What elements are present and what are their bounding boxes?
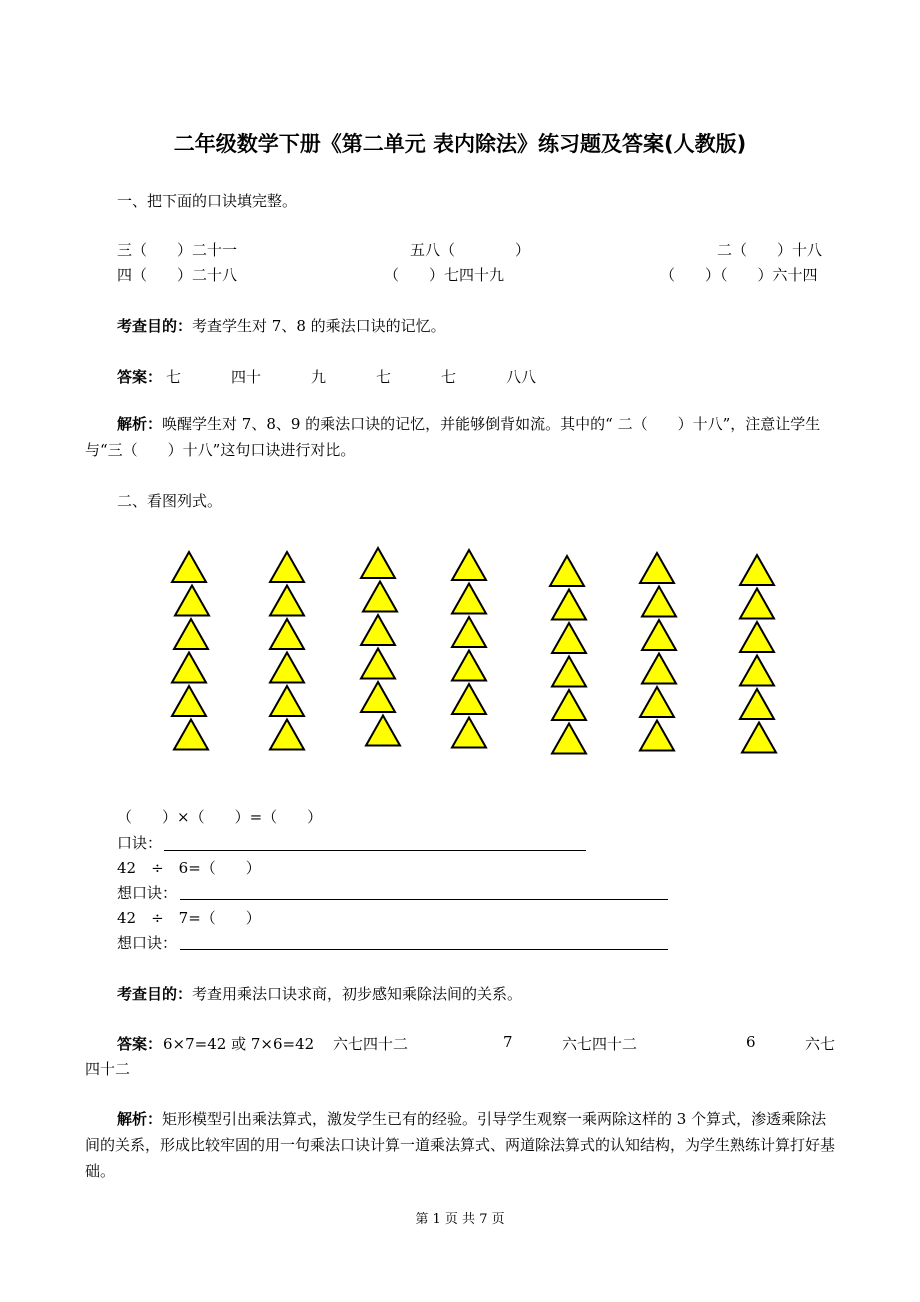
q2-answer-5: 6 — [746, 1033, 756, 1051]
q2-answer-1: 6×7=42 或 7×6=42 — [163, 1035, 315, 1053]
q2-think-blank-1 — [180, 899, 668, 900]
q1-analysis-label: 解析： — [117, 415, 163, 433]
q1-r2-c2: （ ）七四十九 — [384, 266, 505, 284]
q1-r2-c1: 四（ ）二十八 — [117, 266, 238, 284]
q1-answer-6: 八八 — [506, 368, 537, 386]
triangle-icon — [270, 720, 304, 750]
q1-r1-c3: 二（ ）十八 — [717, 241, 823, 259]
triangle-icon — [452, 617, 486, 647]
q2-line-divide-7: 42 ÷ 7=（ ） — [117, 909, 261, 927]
q1-purpose-label: 考查目的： — [117, 317, 193, 335]
triangle-icon — [175, 586, 209, 616]
triangle-icon — [550, 556, 584, 586]
q2-answer-3: 7 — [503, 1033, 513, 1051]
q2-rhyme-blank — [164, 850, 586, 851]
triangle-icon — [366, 716, 400, 746]
q2-purpose-text: 考查用乘法口诀求商，初步感知乘除法间的关系。 — [192, 985, 523, 1003]
q2-answer-wrap: 四十二 — [85, 1060, 131, 1078]
triangle-icon — [361, 682, 395, 712]
triangle-icon — [552, 623, 586, 653]
q1-heading: 一、把下面的口诀填完整。 — [117, 192, 298, 210]
q2-purpose-label: 考查目的： — [117, 985, 193, 1003]
page-title: 二年级数学下册《第二单元 表内除法》练习题及答案(人教版) — [173, 132, 747, 156]
triangle-icon — [270, 686, 304, 716]
q2-line-think-1: 想口诀： — [117, 884, 178, 902]
triangle-icon — [552, 590, 586, 620]
q2-answer-6: 六七 — [805, 1035, 836, 1053]
q2-line-divide-6: 42 ÷ 6=（ ） — [117, 859, 261, 877]
q2-answer-label: 答案： — [117, 1035, 163, 1053]
q1-answer-1: 七 — [166, 368, 182, 386]
triangle-icon — [174, 619, 208, 649]
q1-analysis-text: 唤醒学生对 7、8、9 的乘法口诀的记忆，并能够倒背如流。其中的“ 二（ ）十八”，注意让学生与“三（ ）十八”这句口诀进行对比。 — [85, 415, 821, 459]
q2-analysis-label: 解析： — [117, 1110, 163, 1128]
q2-answer-2: 六七四十二 — [333, 1035, 409, 1053]
q1-purpose-text: 考查学生对 7、8 的乘法口诀的记忆。 — [192, 317, 446, 335]
q1-answer-4: 七 — [376, 368, 392, 386]
q2-line-multiply: （ ）×（ ）=（ ） — [117, 808, 323, 826]
triangle-icon — [361, 615, 395, 645]
triangle-icon — [452, 718, 486, 748]
triangle-icon — [174, 720, 208, 750]
triangle-icon — [640, 721, 674, 751]
triangle-icon — [452, 684, 486, 714]
triangle-icon — [270, 586, 304, 616]
triangle-icon — [172, 552, 206, 582]
triangle-icon — [742, 723, 776, 753]
triangle-icon — [361, 649, 395, 679]
triangle-icon — [552, 657, 586, 687]
q2-purpose — [117, 983, 522, 1004]
q2-answer-4: 六七四十二 — [562, 1035, 638, 1053]
triangle-icon — [552, 724, 586, 754]
triangle-icon — [452, 651, 486, 681]
triangle-icon — [452, 550, 486, 580]
q2-think-blank-2 — [180, 949, 668, 950]
triangle-icon — [270, 619, 304, 649]
q1-r1-c2: 五八（ ） — [410, 241, 531, 259]
triangle-icon — [172, 686, 206, 716]
q1-answer-label: 答案： — [117, 368, 163, 386]
q1-answer-3: 九 — [311, 368, 327, 386]
triangle-icon — [363, 582, 397, 612]
triangle-icon — [361, 548, 395, 578]
q1-r1-c1: 三（ ）二十一 — [117, 241, 238, 259]
triangle-icon — [270, 552, 304, 582]
triangle-icon — [640, 687, 674, 717]
q2-heading: 二、看图列式。 — [117, 492, 223, 510]
triangle-icon — [642, 620, 676, 650]
triangle-icon — [740, 689, 774, 719]
q2-line-rhyme-label: 口诀： — [117, 834, 163, 852]
triangle-icon — [270, 653, 304, 683]
triangle-icon — [642, 654, 676, 684]
q2-analysis — [85, 1106, 837, 1184]
triangle-icon — [172, 653, 206, 683]
q1-answer-5: 七 — [441, 368, 457, 386]
triangle-icon — [740, 555, 774, 585]
triangle-icon — [452, 584, 486, 614]
q1-r2-c3: （ ）（ ）六十四 — [660, 266, 818, 284]
q2-analysis-text: 矩形模型引出乘法算式，激发学生已有的经验。引导学生观察一乘两除这样的 3 个算式，渗透乘除法间的关系，形成比较牢固的用一句乘法口诀计算一道乘法算式、两道除法算式的认知结构，为学生熟练计算打好基础。 — [85, 1110, 836, 1180]
triangle-icon — [740, 589, 774, 619]
triangle-icon — [740, 656, 774, 686]
triangle-icon — [642, 587, 676, 617]
q2-line-think-2: 想口诀： — [117, 934, 178, 952]
triangle-icon — [640, 553, 674, 583]
q1-answer-2: 四十 — [231, 368, 262, 386]
triangle-icon — [552, 690, 586, 720]
page-footer: 第 1 页 共 7 页 — [415, 1212, 505, 1227]
triangle-icon — [740, 622, 774, 652]
